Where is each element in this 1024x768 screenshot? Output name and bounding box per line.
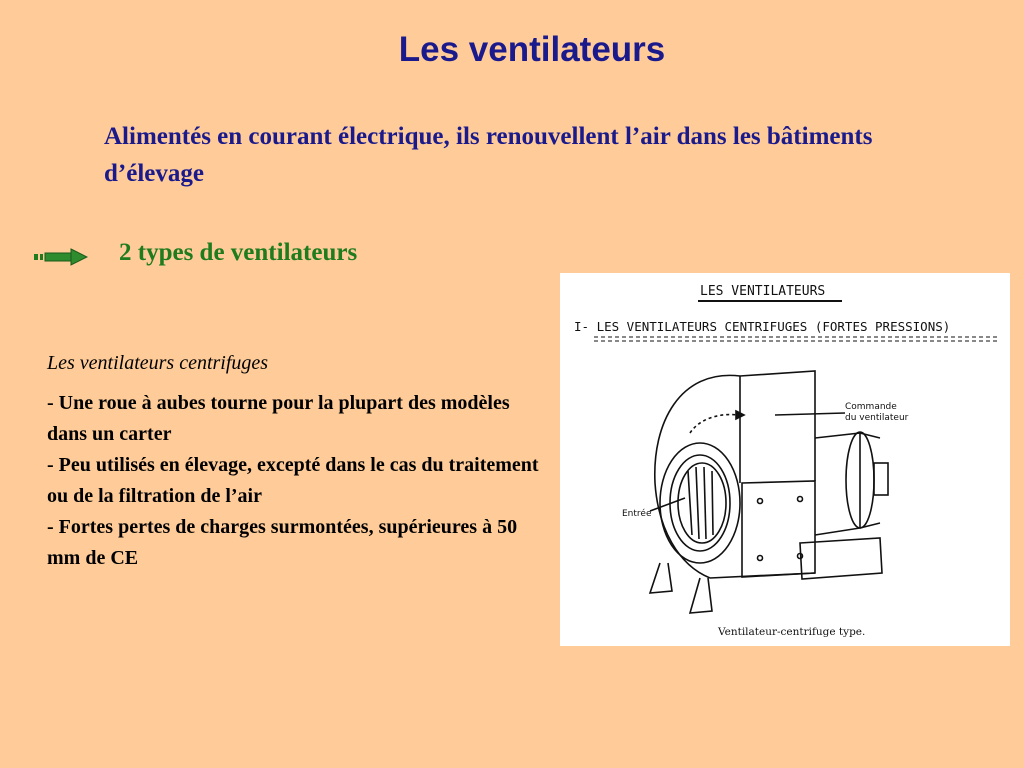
label-commande-1: Commande [845,402,897,412]
bullet-item: - Une roue à aubes tourne pour la plupart des modèles dans un carter [47,392,510,445]
label-entree: Entrée [622,509,652,519]
types-subtitle: 2 types de ventilateurs [119,239,358,266]
fan-diagram [560,273,1010,646]
bullet-item: - Fortes pertes de charges surmontées, supérieures à 50 mm de CE [47,516,518,569]
centrifugal-section [47,350,547,574]
label-commande-2: du ventilateur [845,413,909,423]
figure-caption: Ventilateur-centrifuge type. [718,626,866,638]
right-arrow-icon [34,248,88,271]
slide-title: Les ventilateurs [398,30,666,69]
section-title: Les ventilateurs centrifuges [47,352,269,374]
figure-subheader: I- LES VENTILATEURS CENTRIFUGES (FORTES PRESSIONS) [574,319,951,334]
intro-text: Alimentés en courant électrique, ils renouvellent l’air dans les bâtiments d’élevage [104,123,873,187]
bullet-list [47,388,547,574]
bullet-item: - Peu utilisés en élevage, excepté dans le cas du traitement ou de la filtration de l’air [47,454,539,507]
figure-header: LES VENTILATEURS [700,284,826,299]
